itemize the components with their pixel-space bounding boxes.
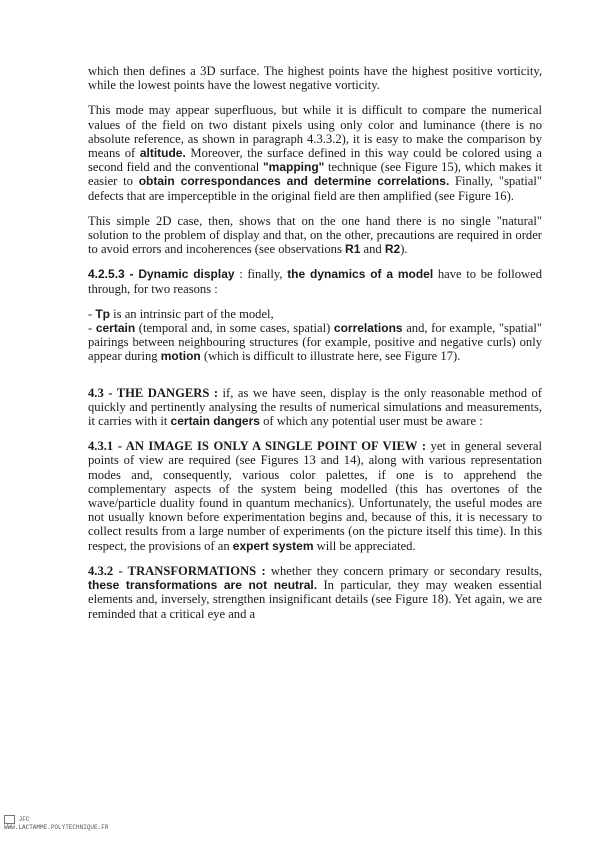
emphasis-mapping: "mapping" xyxy=(262,160,325,175)
text-run: of which any potential user must be aware : xyxy=(259,414,483,429)
emphasis-certain: certain xyxy=(95,321,136,336)
text-run: Moreover, the surface defined in this way could be colored using a second field and the conventional xyxy=(88,146,542,175)
section-heading-4-2-5-3: 4.2.5.3 - Dynamic display xyxy=(88,267,235,282)
page-footer xyxy=(4,815,154,831)
paragraph-surface xyxy=(88,64,542,92)
text-run: have to be followed through, for two reasons : xyxy=(88,267,542,296)
text-run: This mode may appear superfluous, but while it is difficult to compare the numerical values of the field on two distant pixels using only color and luminance (there is no absolute reference, as shown in paragraph 4.3.3.2), it is easy to make the comparison by means of xyxy=(88,103,542,161)
emphasis-dynamics: the dynamics of a model xyxy=(287,267,434,282)
paragraph-2d-case xyxy=(88,214,542,257)
emphasis-motion: motion xyxy=(160,349,201,364)
emphasis-altitude: altitude. xyxy=(139,146,186,161)
text-run: and xyxy=(360,242,385,257)
list-item-tp xyxy=(88,307,542,321)
document-body xyxy=(88,64,542,632)
text-run: is an intrinsic part of the model, xyxy=(110,306,274,321)
text-run: will be appreciated. xyxy=(313,538,416,553)
text-run: which then defines a 3D surface. The highest points have the highest positive vorticity, while the lowest points have the lowest negative vorticity. xyxy=(88,64,542,93)
text-run: whether they concern primary or secondary results, xyxy=(265,563,542,578)
emphasis-r1: R1 xyxy=(345,242,361,257)
section-heading-4-3: 4.3 - THE DANGERS : xyxy=(88,385,219,400)
paragraph-mode xyxy=(88,103,542,202)
paragraph-point-of-view xyxy=(88,439,542,553)
emphasis-correlations-2: correlations xyxy=(333,321,403,336)
section-heading-4-3-1: 4.3.1 - AN IMAGE IS ONLY A SINGLE POINT OF VIEW : xyxy=(88,439,427,454)
paragraph-transformations xyxy=(88,564,542,621)
text-run: if, as we have seen, display is the only reasonable method of quickly and pertinently analysing the results of numerical simulations and measurements, it carries with it xyxy=(88,385,542,429)
list-item-correlations xyxy=(88,321,542,364)
text-run: This simple 2D case, then, shows that on the one hand there is no single "natural" solution to the problem of display and that, on the other, precautions are required in order to avoid errors and incoherences (see observations xyxy=(88,213,542,257)
paragraph-dynamic-display xyxy=(88,267,542,295)
text-run: yet in general several points of view are required (see Figures 13 and 14), along with various representation modes and, consequently, various color palettes, if one is to apprehend the complementary aspects of the system being modelled (this has overtones of the wave/particle duality found in quantum mechanics). Unfortunately, the useful modes are not usually known before experimentation begins and, because of this, it is necessary to collect results from a large number of experiments (on the picture itself this time). In this respect, the provisions of an xyxy=(88,439,542,553)
text-run: ). xyxy=(400,242,408,257)
emphasis-certain-dangers: certain dangers xyxy=(170,414,260,429)
text-run: : finally, xyxy=(234,267,288,282)
emphasis-expert-system: expert system xyxy=(232,538,314,553)
text-run: Finally, "spatial" defects that are imperceptible in the original field are then amplified (see Figure 16). xyxy=(88,174,542,203)
emphasis-correlations: obtain correspondances and determine correlations. xyxy=(138,174,450,189)
emphasis-not-neutral: these transformations are not neutral. xyxy=(88,578,318,593)
text-run: technique (see Figure 15), which makes it easier to xyxy=(88,160,542,189)
logo-icon xyxy=(4,815,15,824)
text-run: In particular, they may weaken essential elements and, inversely, strengthen insignificant details (see Figure 18). Yet again, we are reminded that a critical eye and a xyxy=(88,578,542,621)
section-heading-4-3-2: 4.3.2 - TRANSFORMATIONS : xyxy=(88,563,266,578)
paragraph-dangers xyxy=(88,386,542,429)
text-run: (which is difficult to illustrate here, see Figure 17). xyxy=(200,349,461,364)
footer-mark xyxy=(4,815,154,824)
text-run: (temporal and, in some cases, spatial) xyxy=(135,321,334,336)
emphasis-r2: R2 xyxy=(384,242,401,257)
text-run: and, for example, "spatial" pairings between neighbouring structures (for example, positive and negative curls) only appear during xyxy=(88,321,543,364)
emphasis-tp: Tp xyxy=(95,306,111,321)
footer-url[interactable]: WWW.LACTAMME.POLYTECHNIQUE.FR xyxy=(4,824,109,831)
text-run: - xyxy=(88,306,96,321)
text-run: - xyxy=(88,321,96,336)
footer-initials: JFC xyxy=(18,816,30,824)
